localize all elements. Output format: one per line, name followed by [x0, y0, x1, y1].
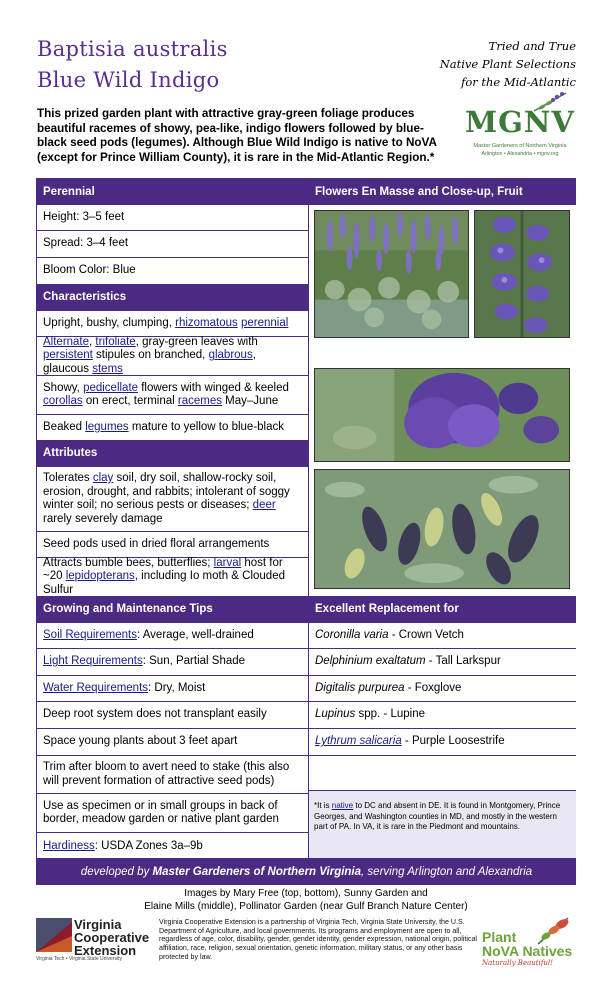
- text: Tolerates: [43, 472, 93, 484]
- common-name: Blue Wild Indigo: [37, 68, 220, 92]
- glossary-link-corollas[interactable]: corollas: [43, 395, 83, 407]
- common-name: - Tall Larkspur: [425, 655, 501, 668]
- plant-fact-grid: [36, 178, 576, 885]
- replacement-row-4: [309, 701, 576, 728]
- perennial-header: Perennial: [37, 179, 308, 204]
- growing-row-water: [37, 675, 308, 701]
- pnn-line-1: Plant: [482, 929, 517, 945]
- spp: spp.: [355, 708, 381, 721]
- vce-line-2: Cooperative: [74, 930, 150, 945]
- characteristic-row-4: [37, 414, 308, 440]
- replacement-row-5: [309, 728, 576, 755]
- mgnv-logo: [465, 90, 575, 158]
- height-row: Height: 3–5 feet: [37, 204, 308, 230]
- glossary-link-lepidopterans[interactable]: lepidopterans: [65, 570, 135, 583]
- text: Showy,: [43, 381, 84, 394]
- photo-flowers-en-masse: [314, 210, 469, 338]
- pnn-tagline: Naturally Beautiful!: [482, 959, 553, 967]
- common-name: - Lupine: [380, 708, 425, 721]
- credit-line-1: Images by Mary Free (top, bottom), Sunny Garden and: [184, 888, 428, 899]
- text: Beaked: [43, 420, 86, 433]
- glossary-link-glabrous[interactable]: glabrous: [208, 349, 253, 362]
- scientific-name: Coronilla varia: [315, 628, 389, 641]
- glossary-link-stems[interactable]: stems: [92, 362, 123, 375]
- growing-row-transplant: Deep root system does not transplant easily: [37, 701, 308, 728]
- lythrum-salicaria-link[interactable]: [315, 735, 402, 747]
- growing-row-trim: Trim after bloom to avert need to stake (this also will prevent formation of attractive seed pods): [37, 755, 308, 793]
- glossary-link-persistent[interactable]: persistent: [43, 349, 93, 362]
- scientific-name: Baptisia australis: [37, 37, 228, 61]
- mgnv-logo-line-1: Master Gardeners of Northern Virginia: [473, 143, 567, 149]
- nativity-footnote: [309, 790, 576, 858]
- text: May–June: [221, 395, 279, 407]
- growing-row-soil: [37, 622, 308, 648]
- text: , glaucous: [43, 349, 256, 375]
- photo-panel: [309, 204, 576, 596]
- hardiness-link[interactable]: Hardiness: [43, 840, 95, 853]
- common-name: - Foxglove: [404, 681, 462, 694]
- text: mature to yellow to blue-black: [128, 420, 284, 433]
- organization-name: Master Gardeners of Northern Virginia: [152, 865, 362, 878]
- text: : Sun, Partial Shade: [142, 655, 246, 668]
- replacement-row-1: [309, 622, 576, 648]
- glossary-link-pedicellate[interactable]: pedicellate: [83, 381, 139, 394]
- plant-nova-natives-logo: [478, 914, 578, 966]
- water-requirements-link[interactable]: Water Requirements: [43, 681, 149, 694]
- attributes-header: Attributes: [37, 440, 308, 466]
- developed-by-banner: [37, 858, 576, 885]
- right-column: [309, 179, 576, 793]
- light-requirements-link[interactable]: Light Requirements: [43, 655, 143, 668]
- growing-row-use: Use as specimen or in small groups in back of border, meadow garden or native plant garden: [37, 793, 308, 832]
- glossary-link-trifoliate[interactable]: trifoliate: [95, 335, 136, 348]
- glossary-link-perennial[interactable]: perennial: [240, 316, 289, 329]
- glossary-link-native[interactable]: native: [331, 801, 354, 810]
- photo-raceme-closeup: [474, 210, 570, 338]
- text: developed by: [80, 865, 150, 878]
- glossary-link-rhizomatous[interactable]: rhizomatous: [175, 316, 238, 329]
- mgnv-logo-line-2: Arlington • Alexandria • mgnv.org: [481, 151, 559, 157]
- glossary-link-deer[interactable]: deer: [252, 499, 276, 511]
- attribute-row-1: [37, 466, 308, 531]
- vce-name: [74, 918, 149, 957]
- tagline-line-2: Native Plant Selections: [439, 57, 576, 71]
- mgnv-logo-text: MGNV: [465, 105, 575, 139]
- replacement-row-3: [309, 675, 576, 701]
- characteristics-header: Characteristics: [37, 284, 308, 310]
- flower-icon: [534, 914, 574, 946]
- characteristic-row-1: [37, 310, 308, 336]
- glossary-link-alternate[interactable]: Alternate: [43, 335, 90, 348]
- growing-tips-header: Growing and Maintenance Tips: [37, 596, 308, 622]
- common-name: - Crown Vetch: [388, 628, 464, 641]
- text: : Average, well-drained: [136, 628, 254, 641]
- characteristic-row-3: [37, 375, 308, 414]
- vce-mark-icon: [36, 918, 72, 952]
- text: Attracts bumble bees, butterflies;: [43, 556, 214, 569]
- intro-paragraph: This prized garden plant with attractive gray-green foliage produces beautiful racemes of showy, pea-like, indigo flowers followed by blue-black seed pods (legumes). Although Blue Wild Indigo is native to NoVA (except for Prince William County), it is rare in the Mid-Atlantic Region.*: [37, 107, 437, 164]
- soil-requirements-link[interactable]: Soil Requirements: [43, 628, 137, 641]
- text: on erect, terminal: [82, 395, 178, 407]
- text: to DC and absent in DE. It is found in Montgomery, Prince Georges, and Washington counties in MD, and mostly in the western part of PA. In VA, it is rare in the Piedmont and mountains.: [314, 801, 561, 831]
- text: rarely severely damage: [43, 512, 163, 525]
- plant-title: [37, 34, 228, 96]
- glossary-link-clay[interactable]: clay: [92, 472, 114, 484]
- replacement-header: Excellent Replacement for: [309, 596, 576, 622]
- common-name: - Purple Loosestrife: [401, 735, 505, 748]
- tagline-line-3: for the Mid-Atlantic: [461, 75, 576, 89]
- characteristic-row-2: [37, 336, 308, 375]
- vce-line-1: Virginia: [74, 917, 122, 932]
- bloom-color-row: Bloom Color: Blue: [37, 257, 308, 284]
- text: *It is: [314, 801, 332, 810]
- vce-logo: [36, 918, 156, 964]
- scientific-name: Delphinium exaltatum: [315, 655, 426, 668]
- text: , serving Arlington and Alexandria: [361, 865, 533, 878]
- replacement-row-2: [309, 648, 576, 675]
- photos-header: Flowers En Masse and Close-up, Fruit: [309, 179, 576, 204]
- text: Upright, bushy, clumping,: [43, 316, 176, 329]
- tagline-line-1: Tried and True: [488, 39, 576, 53]
- spread-row: Spread: 3–4 feet: [37, 230, 308, 257]
- replacement-row-empty: [309, 755, 576, 793]
- glossary-link-larval[interactable]: larval: [213, 556, 242, 569]
- tagline: [440, 37, 576, 91]
- text: : Dry, Moist: [148, 681, 206, 694]
- vce-partners: Virginia Tech • Virginia State University: [36, 956, 122, 962]
- glossary-link-legumes[interactable]: legumes: [85, 420, 129, 433]
- growing-row-spacing: Space young plants about 3 feet apart: [37, 728, 308, 755]
- photo-seed-pods: [314, 469, 570, 589]
- pnn-line-2: NoVA Natives: [482, 943, 573, 959]
- vce-line-3: Extension: [74, 943, 137, 958]
- scientific-name: Digitalis purpurea: [315, 681, 405, 694]
- text: host for ~20: [43, 556, 283, 583]
- image-credits: [0, 887, 612, 913]
- text: flowers with winged & keeled: [138, 381, 289, 394]
- text: , including Io moth & Clouded Sulfur: [43, 570, 285, 596]
- attribute-row-2: Seed pods used in dried floral arrangements: [37, 531, 308, 557]
- attribute-row-3: [37, 557, 308, 596]
- text: ,: [89, 335, 96, 348]
- text: , gray-green leaves with: [135, 335, 258, 348]
- growing-row-light: [37, 648, 308, 675]
- text: stipules on branched,: [92, 349, 209, 362]
- photo-flower-closeup: [314, 368, 570, 462]
- scientific-name: Lupinus: [315, 708, 356, 721]
- credit-line-2: Elaine Mills (middle), Pollinator Garden (near Gulf Branch Nature Center): [144, 901, 468, 912]
- left-column: [37, 179, 308, 861]
- glossary-link-racemes[interactable]: racemes: [177, 395, 222, 407]
- vce-disclaimer: Virginia Cooperative Extension is a partnership of Virginia Tech, Virginia State University, the U.S. Department of Agriculture, and local governments. Its programs and employment are open to all, regardless of age, color, disability, gender, gender identity, gender expression, national origin, political affiliation, race, religion, sexual orientation, genetic information, military status, or any other basis protected by law.: [159, 918, 477, 961]
- text: soil, dry soil, shallow-rocky soil, erosion, drought, and rabbits; intolerant of soggy winter soil; no serious pests or diseases;: [43, 472, 290, 511]
- scientific-name: Lythrum salicaria: [315, 735, 402, 748]
- text: : USDA Zones 3a–9b: [94, 840, 203, 853]
- growing-row-hardiness: [37, 832, 308, 861]
